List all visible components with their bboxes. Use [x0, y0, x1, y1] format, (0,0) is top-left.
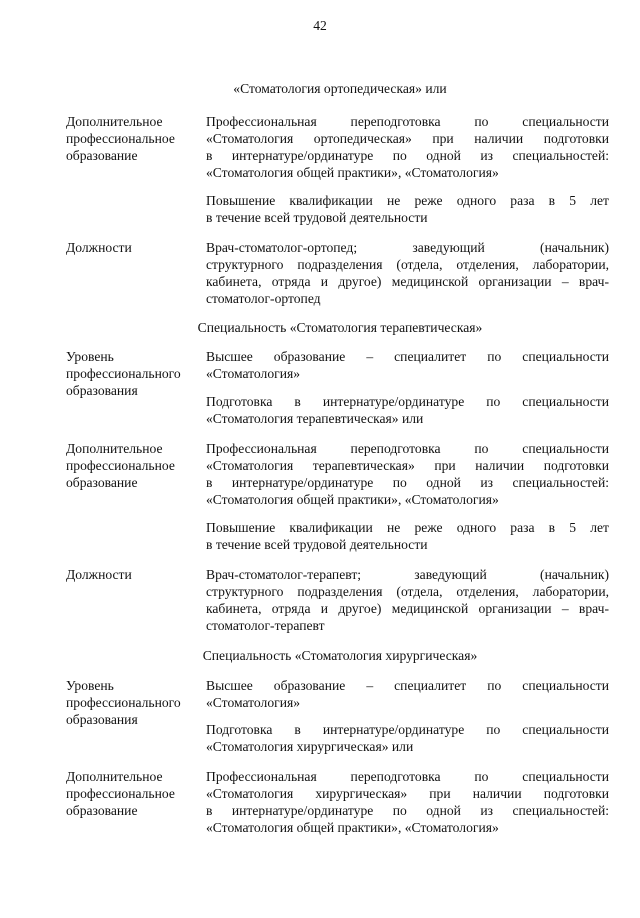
paragraph-line: Врач-стоматолог-ортопед; заведующий (начальник) — [206, 240, 609, 255]
row-label-line: профессиональное — [66, 786, 175, 801]
row-label-line: Должности — [66, 240, 132, 255]
row-label-line: Должности — [66, 567, 132, 582]
paragraph-line: в интернатуре/ординатуре по одной из специальностей: — [206, 475, 609, 490]
paragraph-line: Подготовка в интернатуре/ординатуре по специальности — [206, 722, 609, 737]
paragraph-line: Высшее образование – специалитет по специальности — [206, 678, 609, 693]
page-number: 42 — [313, 18, 327, 33]
paragraph-line: кабинета, отряда и другое) медицинской организации – врач- — [206, 601, 609, 616]
paragraph-line: Врач-стоматолог-терапевт; заведующий (начальник) — [206, 567, 609, 582]
paragraph-line: «Стоматология терапевтическая» или — [206, 411, 424, 426]
row-label-line: образования — [66, 383, 138, 398]
paragraph-line: «Стоматология общей практики», «Стоматология» — [206, 820, 499, 835]
paragraph-line: Высшее образование – специалитет по специальности — [206, 349, 609, 364]
paragraph-line: «Стоматология общей практики», «Стоматология» — [206, 165, 499, 180]
row-label-line: профессионального — [66, 695, 181, 710]
section-heading: Специальность «Стоматология терапевтическая» — [197, 320, 483, 335]
paragraph-line: структурного подразделения (отдела, отделения, лаборатории, — [206, 584, 609, 599]
paragraph-line: Повышение квалификации не реже одного раза в 5 лет — [206, 193, 609, 208]
paragraph-line: «Стоматология терапевтическая» при наличии подготовки — [206, 458, 609, 473]
paragraph-line: в течение всей трудовой деятельности — [206, 537, 428, 552]
row-label-line: образование — [66, 475, 138, 490]
paragraph-line: «Стоматология хирургическая» при наличии подготовки — [206, 786, 609, 801]
row-label-line: Уровень — [66, 678, 114, 693]
paragraph-line: стоматолог-ортопед — [206, 291, 321, 306]
paragraph-line: «Стоматология общей практики», «Стоматология» — [206, 492, 499, 507]
paragraph-line: кабинета, отряда и другое) медицинской организации – врач- — [206, 274, 609, 289]
paragraph-line: в интернатуре/ординатуре по одной из специальностей: — [206, 803, 609, 818]
row-label-line: образование — [66, 148, 138, 163]
continuation-line: «Стоматология ортопедическая» или — [233, 81, 447, 96]
paragraph-line: Профессиональная переподготовка по специальности — [206, 441, 609, 456]
paragraph-line: Повышение квалификации не реже одного раза в 5 лет — [206, 520, 609, 535]
row-label-line: Дополнительное — [66, 769, 163, 784]
paragraph-line: «Стоматология ортопедическая» при наличии подготовки — [206, 131, 609, 146]
row-label-line: Уровень — [66, 349, 114, 364]
row-label-line: профессиональное — [66, 131, 175, 146]
paragraph-line: Профессиональная переподготовка по специальности — [206, 769, 609, 784]
row-label-line: профессиональное — [66, 458, 175, 473]
row-label-line: образование — [66, 803, 138, 818]
paragraph-line: «Стоматология» — [206, 366, 301, 381]
row-label-line: Дополнительное — [66, 114, 163, 129]
paragraph-line: «Стоматология» — [206, 695, 301, 710]
paragraph-line: стоматолог-терапевт — [206, 618, 325, 633]
section-heading: Специальность «Стоматология хирургическая» — [202, 648, 478, 663]
paragraph-line: «Стоматология хирургическая» или — [206, 739, 414, 754]
paragraph-line: структурного подразделения (отдела, отделения, лаборатории, — [206, 257, 609, 272]
row-label-line: Дополнительное — [66, 441, 163, 456]
paragraph-line: в интернатуре/ординатуре по одной из специальностей: — [206, 148, 609, 163]
row-label-line: образования — [66, 712, 138, 727]
paragraph-line: в течение всей трудовой деятельности — [206, 210, 428, 225]
paragraph-line: Профессиональная переподготовка по специальности — [206, 114, 609, 129]
paragraph-line: Подготовка в интернатуре/ординатуре по специальности — [206, 394, 609, 409]
row-label-line: профессионального — [66, 366, 181, 381]
